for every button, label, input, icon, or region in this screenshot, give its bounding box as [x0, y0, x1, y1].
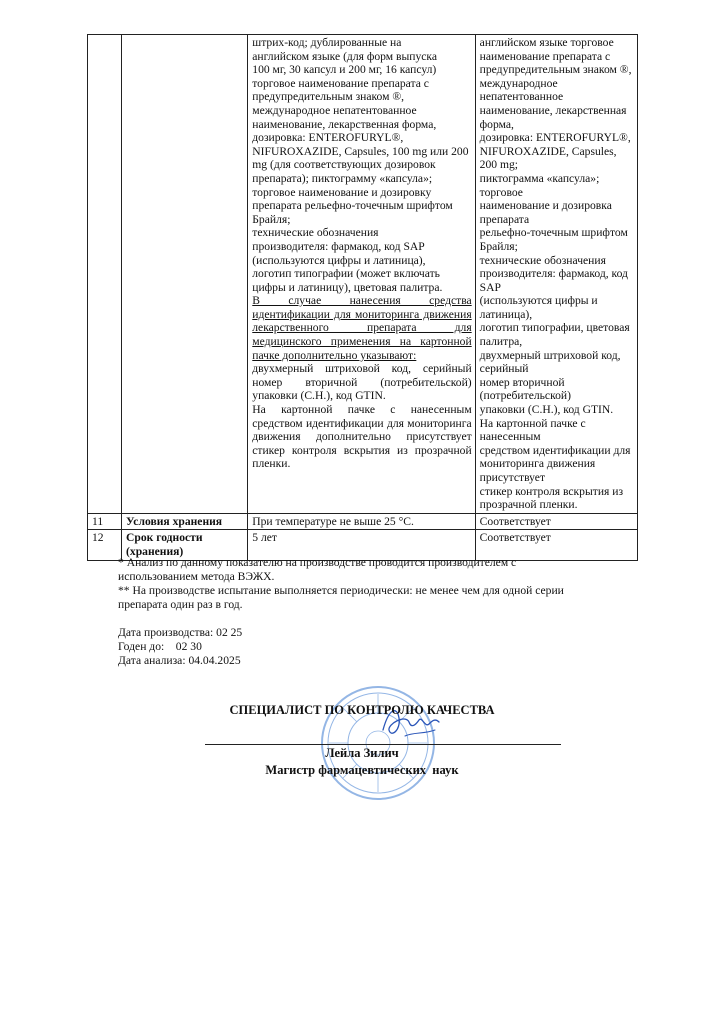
requirement-cell: 5 лет — [248, 530, 475, 560]
result-line: пиктограмма «капсула»; торговое — [479, 171, 600, 199]
table-row — [88, 513, 638, 530]
req-line: торговое наименование и дозировку — [252, 185, 432, 199]
req-line: цифры и латиницу), цветовая палитра. — [252, 280, 443, 294]
result-cell: Соответствует — [475, 513, 637, 530]
result-line: производителя: фармакод, код SAP — [479, 267, 628, 294]
req-line: 100 мг, 30 капсул и 200 мг, 16 капсул) — [252, 63, 437, 77]
result-line: мониторинга движения присутствует — [479, 457, 596, 484]
row-number-cell: 12 — [88, 530, 122, 560]
result-line: наименование, лекарственная форма, — [479, 103, 627, 131]
result-line: На картонной пачке с нанесенным — [479, 416, 586, 444]
result-line: английском языке торговое — [479, 36, 614, 49]
parameter-cell — [122, 35, 248, 514]
req-line: предупредительным знаком ®, — [252, 90, 405, 104]
req-line: технические обозначения — [252, 226, 379, 240]
req-line: дозировка: ENTEROFURYL®, — [252, 131, 404, 145]
result-line: стикер контроля вскрытия из — [479, 484, 624, 498]
signatory-role: Магистр фармацевтических наук — [265, 763, 459, 777]
req-line: штрих-код; дублированные на — [252, 36, 402, 49]
req-line: логотип типографии (может включать — [252, 267, 440, 281]
parameter-cell: Срок годности (хранения) — [122, 530, 248, 560]
row-number-cell — [88, 35, 122, 514]
signature-line — [205, 744, 561, 745]
req-underlined-paragraph: В случае нанесения средства идентификации для мониторинга движения лекарственного препарата для медицинского применения на картонной пачке дополнительно указывают: — [252, 294, 472, 362]
result-line: NIFUROXAZIDE, Capsules, 200 mg; — [479, 144, 617, 172]
result-line: упаковки (С.Н.), код GTIN. — [479, 403, 614, 417]
req-paragraph: На картонной пачке с нанесенным средством идентификации для мониторинга движения дополнительно присутствует стикер контроля вскрытия из прозрачной пленки. — [252, 403, 472, 471]
row-number-cell: 11 — [88, 513, 122, 530]
footnote-line: ** На производстве испытание выполняется периодически: не менее чем для одной серии — [118, 584, 564, 597]
result-line: рельефно-точечным шрифтом Брайля; — [479, 226, 628, 253]
req-line: производителя: фармакод, код SAP — [252, 239, 425, 253]
footnote-line: препарата один раз в год. — [118, 598, 243, 611]
req-line: NIFUROXAZIDE, Capsules, 100 mg или 200 — [252, 144, 469, 158]
req-line: международное непатентованное — [252, 103, 417, 117]
result-line: средством идентификации для — [479, 443, 631, 457]
req-line: Брайля; — [252, 212, 291, 226]
result-line: наименование и дозировка препарата — [479, 199, 612, 226]
result-line: международное непатентованное — [479, 76, 564, 104]
expiry-date: Годен до: 02 30 — [118, 640, 202, 653]
notes-section — [118, 556, 598, 668]
production-date: Дата производства: 02 25 — [118, 626, 243, 639]
result-line: (используются цифры и латиница), — [479, 294, 598, 321]
requirement-cell: При температуре не выше 25 °С. — [248, 513, 475, 530]
footnote-line: использованием метода ВЭЖХ. — [118, 570, 275, 583]
req-line: препарата рельефно-точечным шрифтом — [252, 199, 453, 213]
req-line: торговое наименование препарата с — [252, 76, 429, 90]
req-line: (используются цифры и латиница), — [252, 253, 426, 267]
req-paragraph: двухмерный штриховой код, серийный номер вторичной (потребительской) упаковки (С.Н.), код GTIN. — [252, 362, 472, 403]
analysis-date: Дата анализа: 04.04.2025 — [118, 654, 241, 667]
parameter-cell: Условия хранения — [122, 513, 248, 530]
result-cell: Соответствует — [475, 530, 637, 560]
result-line: двухмерный штриховой код, серийный — [479, 348, 621, 376]
signature-title: СПЕЦИАЛИСТ ПО КОНТРОЛЮ КАЧЕСТВА — [229, 703, 495, 717]
req-line: наименование, лекарственная форма, — [252, 117, 437, 131]
result-line: прозрачной пленки. — [479, 498, 578, 512]
req-line: mg (для соответствующих дозировок — [252, 158, 436, 172]
specification-table — [87, 34, 638, 561]
result-line: предупредительным знаком ®, — [479, 63, 632, 77]
footnote-line: * Анализ по данному показателю на производстве проводится производителем с — [118, 556, 517, 569]
req-line: препарата); пиктограмму «капсула»; — [252, 171, 433, 185]
result-line: технические обозначения — [479, 253, 606, 267]
spacer — [118, 612, 598, 626]
result-cell — [475, 35, 637, 514]
signatory-name: Лейла Зилич — [325, 746, 399, 760]
requirement-cell — [248, 35, 475, 514]
table-row — [88, 35, 638, 514]
result-line: номер вторичной (потребительской) — [479, 375, 571, 403]
result-line: логотип типографии, цветовая палитра, — [479, 321, 630, 349]
result-line: наименование препарата с — [479, 49, 611, 63]
result-line: дозировка: ENTEROFURYL®, — [479, 131, 631, 145]
req-line: английском языке (для форм выпуска — [252, 49, 438, 63]
